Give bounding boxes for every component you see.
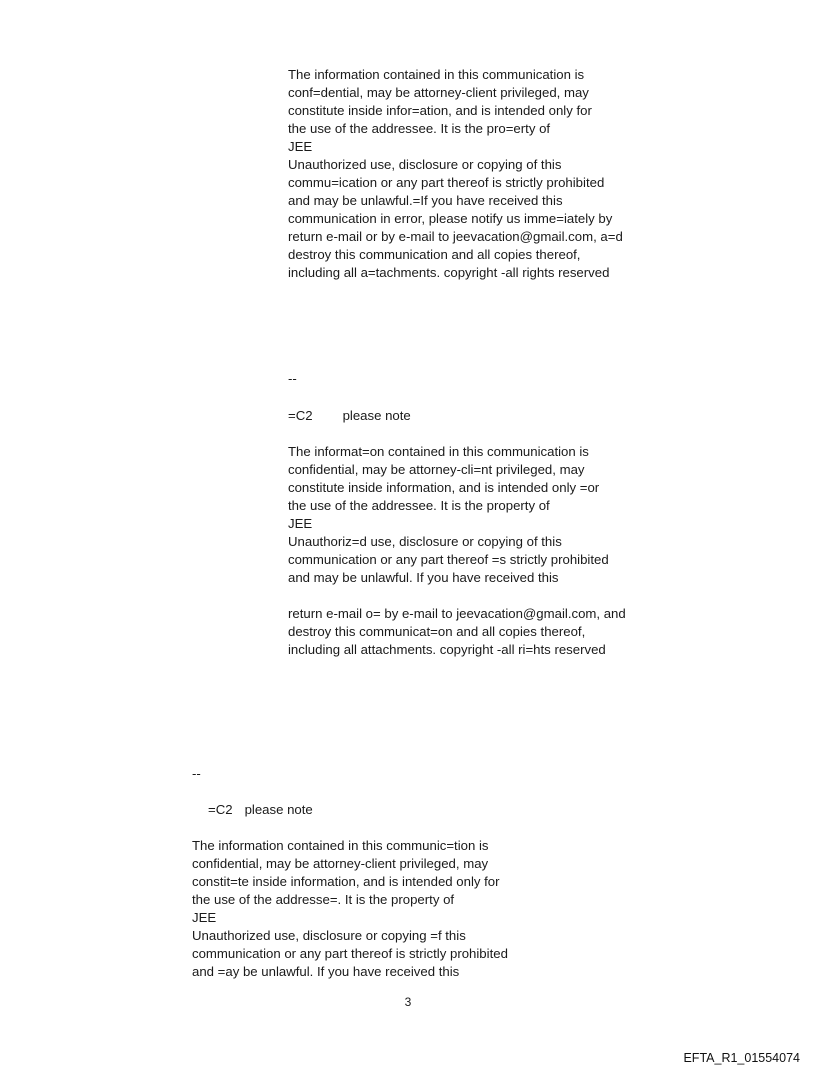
disclaimer-line: and may be unlawful. If you have received this (288, 570, 559, 585)
disclaimer-line: JEE (288, 139, 313, 154)
document-id: EFTA_R1_01554074 (683, 1051, 800, 1065)
disclaimer-line: Unauthoriz=d use, disclosure or copying of this (288, 534, 562, 549)
disclaimer-line: destroy this communication and all copies thereof, (288, 247, 581, 262)
disclaimer-line: communication or any part thereof =s strictly prohibited (288, 552, 609, 567)
note-text: please note (342, 408, 411, 423)
disclaimer-line: commu=ication or any part thereof is strictly prohibited (288, 175, 605, 190)
disclaimer-line: communication in error, please notify us imme=iately by (288, 211, 613, 226)
disclaimer-line: constitute inside information, and is intended only =or (288, 480, 600, 495)
disclaimer-line: confidential, may be attorney-client privileged, may (192, 856, 489, 871)
disclaimer-line: JEE (288, 516, 313, 531)
disclaimer-line: conf=dential, may be attorney-client privileged, may (288, 85, 589, 100)
note-prefix: =C2 (208, 802, 233, 817)
disclaimer-line: communication or any part thereof is strictly prohibited (192, 946, 508, 961)
disclaimer-line: the use of the addressee. It is the property of (288, 498, 550, 513)
note-prefix: =C2 (288, 408, 313, 423)
please-note-line (208, 801, 313, 819)
disclaimer-line: Unauthorized use, disclosure or copying =f this (192, 928, 466, 943)
disclaimer-line: The information contained in this communic=tion is (192, 838, 489, 853)
disclaimer-line: the use of the addressee. It is the pro=erty of (288, 121, 551, 136)
disclaimer-line: confidential, may be attorney-cli=nt privileged, may (288, 462, 585, 477)
disclaimer-line: the use of the addresse=. It is the property of (192, 892, 455, 907)
note-text: please note (244, 802, 313, 817)
disclaimer-line: destroy this communicat=on and all copies thereof, (288, 624, 586, 639)
disclaimer-line: including all a=tachments. copyright -all rights reserved (288, 265, 610, 280)
signature-separator: -- (192, 766, 201, 781)
disclaimer-line: The informat=on contained in this communication is (288, 444, 589, 459)
disclaimer-line: return e-mail o= by e-mail to jeevacation@gmail.com, and (288, 606, 626, 621)
disclaimer-line: Unauthorized use, disclosure or copying of this (288, 157, 562, 172)
disclaimer-line: and =ay be unlawful. If you have received this (192, 964, 460, 979)
disclaimer-line: JEE (192, 910, 217, 925)
page-number: 3 (404, 995, 412, 1009)
disclaimer-line: constit=te inside information, and is intended only for (192, 874, 500, 889)
disclaimer-line: including all attachments. copyright -all ri=hts reserved (288, 642, 606, 657)
disclaimer-line: return e-mail or by e-mail to jeevacation@gmail.com, a=d (288, 229, 623, 244)
disclaimer-line: constitute inside infor=ation, and is intended only for (288, 103, 592, 118)
please-note-line (288, 407, 411, 425)
disclaimer-line: The information contained in this communication is (288, 67, 585, 82)
signature-separator: -- (288, 371, 297, 386)
disclaimer-line: and may be unlawful.=If you have received this (288, 193, 563, 208)
